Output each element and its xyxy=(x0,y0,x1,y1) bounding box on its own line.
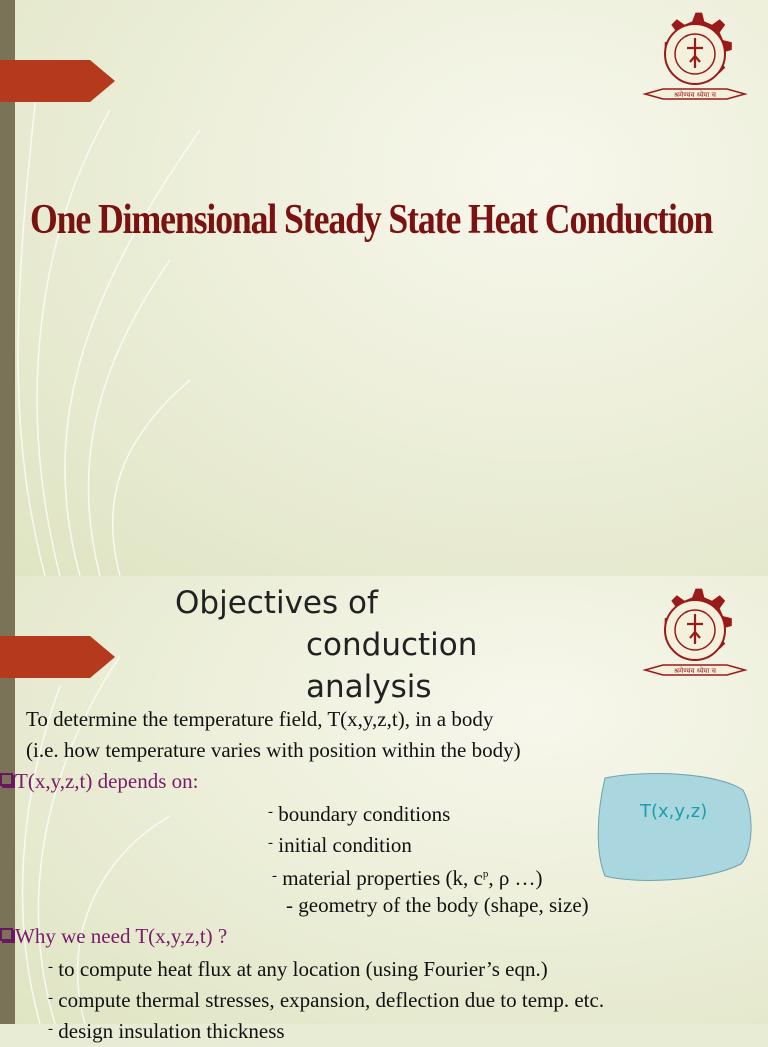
bullet-text: Why we need T(x,y,z,t) ? xyxy=(15,924,228,948)
dash-icon: - xyxy=(272,868,277,884)
depends-item xyxy=(26,859,766,890)
temperature-field-label: T(x,y,z) xyxy=(640,801,708,822)
title-line: conduction xyxy=(306,627,478,663)
bullet-depends xyxy=(0,766,766,797)
intro-line: To determine the temperature field, T(x,y,z,t), in a body xyxy=(26,707,494,731)
dash-icon: - xyxy=(268,835,273,851)
slide-title xyxy=(175,582,477,708)
logo-motto: श्रमेण्यव ध्येया च xyxy=(674,667,716,675)
depends-text: initial condition xyxy=(278,833,412,857)
dash-icon: - xyxy=(48,959,53,975)
checkbox-bullet-icon xyxy=(0,773,13,786)
depends-item xyxy=(26,797,766,828)
nit-kurukshetra-logo-icon xyxy=(640,578,750,690)
depends-item xyxy=(26,828,766,859)
reason-item xyxy=(26,1014,766,1045)
depends-item: - geometry of the body (shape, size) xyxy=(286,893,589,917)
dash-icon: - xyxy=(48,1021,53,1037)
depends-text: material properties (k, c xyxy=(282,866,483,890)
dash-icon: - xyxy=(268,804,273,820)
intro-line: (i.e. how temperature varies with position within the body) xyxy=(26,738,521,762)
slide-body xyxy=(15,704,766,1045)
reason-item xyxy=(26,952,766,983)
title-line: Objectives of xyxy=(175,585,378,621)
depends-text: , ρ …) xyxy=(488,866,543,890)
objectives-slide xyxy=(0,576,768,1043)
depends-text: boundary conditions xyxy=(278,802,451,826)
depends-subscript: p xyxy=(482,868,489,880)
reason-text: compute thermal stresses, expansion, deflection due to temp. etc. xyxy=(58,988,605,1012)
slide-title: One Dimensional Steady State Heat Conduction xyxy=(30,197,713,243)
nit-kurukshetra-logo-icon xyxy=(640,2,750,114)
checkbox-bullet-icon xyxy=(0,928,13,941)
bullet-why xyxy=(0,921,766,952)
dash-icon: - xyxy=(48,990,53,1006)
title-line: analysis xyxy=(306,669,432,705)
logo-motto: श्रमेण्यव ध्येया च xyxy=(674,91,716,99)
reason-text: design insulation thickness xyxy=(58,1019,285,1043)
reason-item xyxy=(26,983,766,1014)
reason-text: to compute heat flux at any location (using Fourier’s eqn.) xyxy=(58,957,548,981)
bullet-text: T(x,y,z,t) depends on: xyxy=(15,769,199,793)
